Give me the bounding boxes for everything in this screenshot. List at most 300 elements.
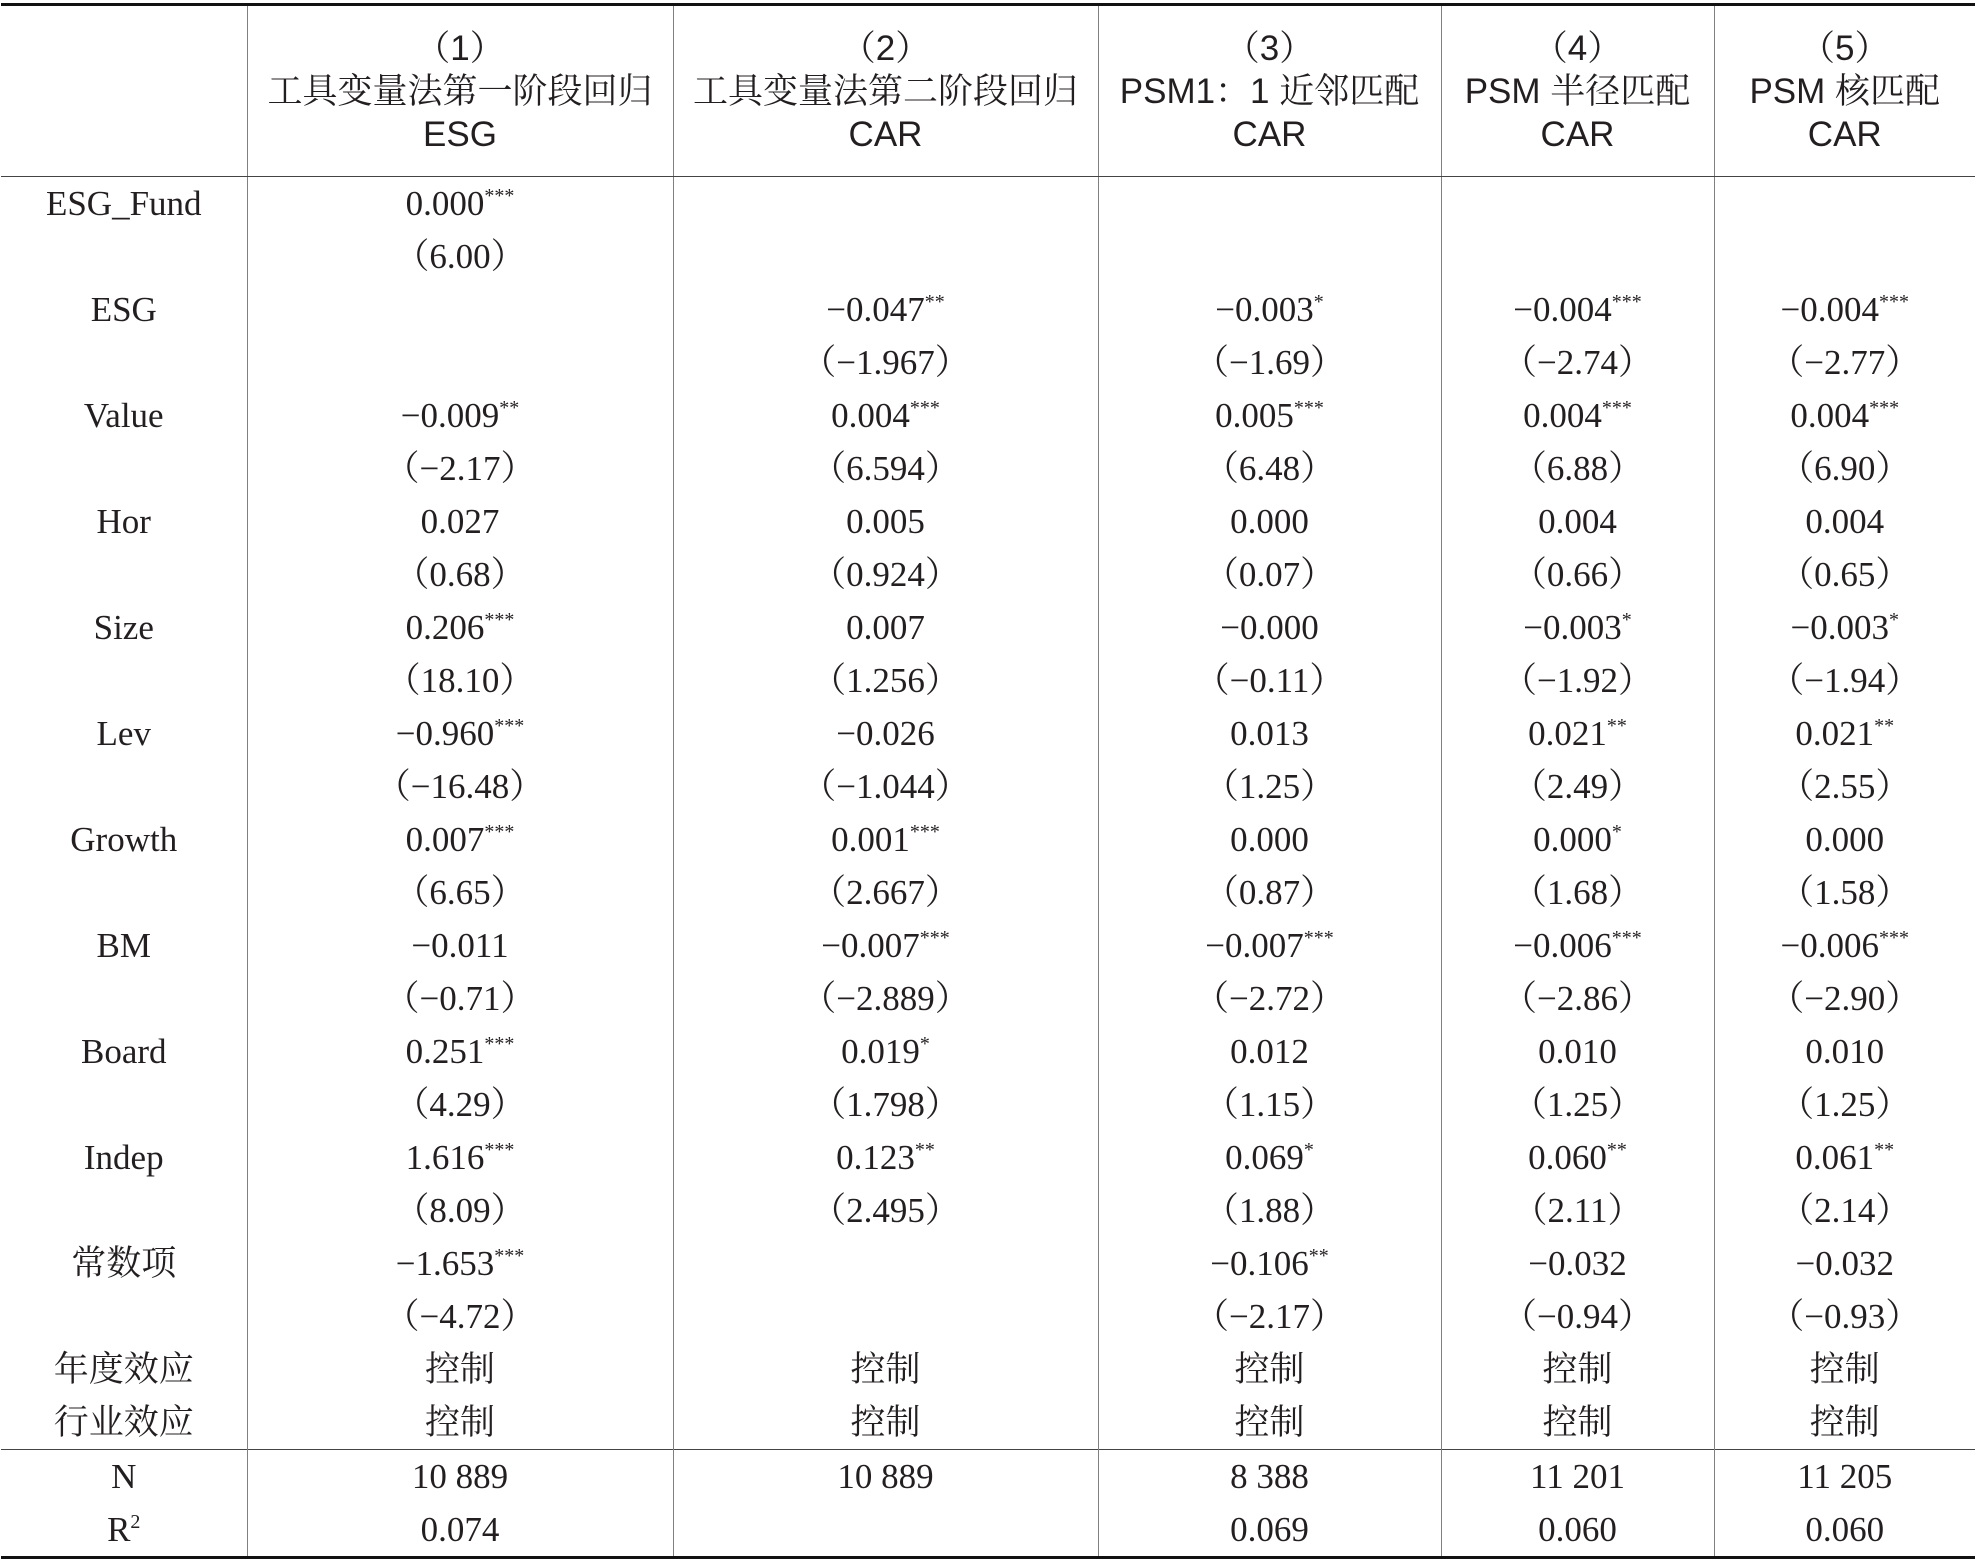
row-label [1,177,247,231]
cell-value: （6.48） [1203,449,1336,488]
coefficient-row [1,495,1975,548]
cell-value: 0.005 [846,502,925,541]
row-label-text: Growth [70,820,178,859]
coefficient-row [1,1237,1975,1290]
table-cell [1714,813,1975,866]
table-cell [247,283,673,336]
significance-stars: ** [1606,1139,1627,1161]
row-label-text: N [111,1457,137,1496]
cell-value: 控制 [850,1350,921,1389]
significance-stars: ** [1606,715,1627,737]
row-label-text: 常数项 [71,1244,177,1283]
table-cell [1441,336,1714,389]
cell-value: 0.251 [405,1032,485,1071]
row-label-text: BM [96,926,151,965]
cell-value: （−2.74） [1502,343,1653,382]
table-cell [673,1396,1098,1450]
table-cell [1098,230,1441,283]
cell-value: 0.004 [1790,396,1870,435]
cell-value: （1.88） [1203,1191,1336,1230]
row-label-text: 行业效应 [53,1403,194,1442]
cell-value: −0.032 [1795,1244,1894,1283]
cell-value: 0.000 [1230,820,1309,859]
cell-value: （−2.889） [801,979,970,1018]
row-label-superscript: 2 [130,1511,141,1533]
row-label [1,1078,247,1131]
row-label [1,283,247,336]
cell-value: 0.001 [831,820,910,859]
cell-value: 1.616 [405,1138,485,1177]
significance-stars: *** [1293,397,1324,419]
cell-value: 0.206 [405,608,485,647]
cell-value: （−2.86） [1502,979,1653,1018]
statistic-row [1,1450,1975,1504]
table-cell [247,601,673,654]
table-cell [1098,654,1441,707]
table-cell [1441,1290,1714,1343]
coefficient-row [1,707,1975,760]
table-cell [1714,1237,1975,1290]
column-method: PSM 半径匹配 [1464,71,1691,111]
table-cell [673,601,1098,654]
row-label [1,1450,247,1504]
cell-value: 11 205 [1797,1457,1893,1496]
column-method: 工具变量法第一阶段回归 [267,71,653,111]
significance-stars: *** [909,397,940,419]
table-cell [1441,919,1714,972]
significance-stars: ** [1308,1245,1329,1267]
cell-value: （6.594） [811,449,960,488]
cell-value: 0.000 [1230,502,1309,541]
table-cell [1441,654,1714,707]
significance-stars: *** [494,1245,525,1267]
significance-stars: *** [1879,927,1909,949]
table-cell [1714,760,1975,813]
cell-value: （8.09） [394,1191,526,1230]
column-number: （4） [1532,28,1623,68]
coefficient-row [1,1131,1975,1184]
row-label-text: Value [83,396,164,435]
significance-stars: *** [1611,927,1642,949]
table-cell [1098,1184,1441,1237]
table-cell [1714,707,1975,760]
significance-stars: * [1621,609,1632,631]
cell-value: （0.68） [394,555,526,594]
column-number: （1） [415,28,505,68]
coefficient-row [1,1025,1975,1078]
cell-value: 0.074 [420,1510,500,1549]
column-number: （3） [1224,28,1315,68]
cell-value: −0.009 [400,396,500,435]
cell-value: （6.88） [1511,449,1644,488]
cell-value: 0.004 [1538,502,1617,541]
significance-stars: *** [484,1139,515,1161]
table-cell [247,1503,673,1558]
significance-stars: *** [494,715,525,737]
cell-value: −0.007 [1205,926,1304,965]
table-cell [1441,1237,1714,1290]
cell-value: −0.003 [1790,608,1889,647]
cell-value: （2.495） [811,1191,960,1230]
significance-stars: *** [909,821,940,843]
table-cell [673,442,1098,495]
row-label [1,1503,247,1558]
cell-value: （−1.69） [1194,343,1345,382]
column-method: PSM1：1 近邻匹配 [1119,71,1420,111]
table-cell [1441,548,1714,601]
table-cell [247,1396,673,1450]
table-cell [1098,548,1441,601]
cell-value: 0.000 [405,184,485,223]
coefficient-row [1,919,1975,972]
cell-value: （0.07） [1203,555,1336,594]
cell-value: 0.005 [1215,396,1294,435]
cell-value: −1.653 [395,1244,495,1283]
significance-stars: *** [484,609,515,631]
coefficient-row [1,177,1975,231]
row-label-text: Size [93,608,154,647]
cell-value: （2.55） [1779,767,1911,806]
cell-value: 控制 [850,1403,921,1442]
cell-value: （−16.48） [375,767,545,806]
cell-value: 0.007 [846,608,925,647]
t-statistic-row [1,548,1975,601]
table-cell [673,336,1098,389]
table-cell [247,1343,673,1396]
row-label [1,1184,247,1237]
table-cell [1098,972,1441,1025]
t-statistic-row [1,866,1975,919]
column-header-5 [1714,5,1975,177]
table-cell [1098,813,1441,866]
row-label [1,707,247,760]
table-cell [1098,389,1441,442]
table-cell [673,1184,1098,1237]
table-cell [1714,1343,1975,1396]
cell-value: −0.047 [826,290,925,329]
cell-value: （1.25） [1203,767,1336,806]
table-cell [1714,177,1975,231]
cell-value: （−2.72） [1194,979,1345,1018]
table-cell [673,1290,1098,1343]
column-number: （5） [1800,28,1890,68]
table-cell [1441,1503,1714,1558]
cell-value: （0.65） [1779,555,1911,594]
cell-value: 控制 [424,1403,495,1442]
fixed-effect-row [1,1343,1975,1396]
table-cell [673,919,1098,972]
cell-value: −0.000 [1220,608,1319,647]
row-label-text: Indep [83,1138,164,1177]
table-cell [673,813,1098,866]
table-cell [1714,548,1975,601]
cell-value: （1.58） [1779,873,1911,912]
table-cell [1098,707,1441,760]
row-label [1,336,247,389]
cell-value: （−0.11） [1194,661,1345,700]
coefficient-row [1,601,1975,654]
cell-value: −0.106 [1210,1244,1309,1283]
cell-value: （−2.17） [384,449,536,488]
table-cell [247,177,673,231]
regression-table [1,3,1975,1559]
cell-value: （6.00） [394,237,526,276]
cell-value: （4.29） [394,1085,526,1124]
cell-value: （−0.71） [384,979,536,1018]
table-cell [1714,654,1975,707]
table-cell [1098,1290,1441,1343]
coefficient-row [1,389,1975,442]
column-dependent-variable: CAR [1807,114,1882,154]
significance-stars: *** [919,927,950,949]
table-cell [1714,283,1975,336]
table-cell [673,177,1098,231]
table-cell [1714,1025,1975,1078]
cell-value: （6.90） [1779,449,1911,488]
row-label [1,601,247,654]
t-statistic-row [1,972,1975,1025]
significance-stars: *** [484,821,515,843]
cell-value: 0.004 [1805,502,1885,541]
cell-value: 控制 [1542,1350,1613,1389]
table-cell [247,336,673,389]
cell-value: −0.007 [821,926,920,965]
table-cell [673,1503,1098,1558]
t-statistic-row [1,654,1975,707]
cell-value: 0.060 [1538,1510,1617,1549]
table-cell [1441,866,1714,919]
t-statistic-row [1,1290,1975,1343]
cell-value: （2.14） [1779,1191,1911,1230]
table-cell [1441,760,1714,813]
cell-value: （−2.17） [1194,1297,1345,1336]
cell-value: 控制 [1234,1403,1305,1442]
table-cell [1098,1343,1441,1396]
row-label-text: 年度效应 [53,1350,194,1389]
statistic-row [1,1503,1975,1558]
significance-stars: *** [484,185,515,207]
cell-value: −0.003 [1215,290,1314,329]
table-cell [673,1078,1098,1131]
table-cell [673,866,1098,919]
row-label-text: Lev [96,714,151,753]
table-cell [1098,336,1441,389]
significance-stars: ** [924,291,945,313]
row-label [1,760,247,813]
table-cell [1714,1503,1975,1558]
cell-value: 控制 [424,1350,495,1389]
row-label [1,389,247,442]
cell-value: −0.003 [1523,608,1622,647]
cell-value: 0.060 [1528,1138,1607,1177]
table-cell [1441,1343,1714,1396]
column-header-3 [1098,5,1441,177]
cell-value: （1.798） [811,1085,960,1124]
table-cell [247,654,673,707]
significance-stars: * [1303,1139,1314,1161]
table-cell [247,548,673,601]
cell-value: （1.256） [811,661,960,700]
row-label [1,230,247,283]
cell-value: 0.010 [1538,1032,1617,1071]
cell-value: （2.11） [1512,1191,1643,1230]
cell-value: 0.007 [405,820,485,859]
table-cell [1714,972,1975,1025]
cell-value: （−0.94） [1502,1297,1653,1336]
table-cell [1714,1290,1975,1343]
cell-value: 控制 [1542,1403,1613,1442]
cell-value: −0.004 [1780,290,1879,329]
cell-value: −0.011 [411,926,509,965]
table-cell [1441,1396,1714,1450]
cell-value: −0.960 [395,714,495,753]
t-statistic-row [1,1184,1975,1237]
table-cell [1441,495,1714,548]
column-dependent-variable: CAR [1232,114,1307,154]
t-statistic-row [1,1078,1975,1131]
table-cell [673,230,1098,283]
cell-value: 0.019 [841,1032,920,1071]
cell-value: 0.021 [1795,714,1875,753]
table-cell [247,230,673,283]
cell-value: 0.027 [420,502,500,541]
cell-value: （−0.93） [1769,1297,1921,1336]
significance-stars: * [1611,821,1622,843]
cell-value: （1.15） [1203,1085,1336,1124]
cell-value: −0.032 [1528,1244,1627,1283]
row-label-text: R [107,1510,131,1549]
table-cell [247,1184,673,1237]
row-label [1,1290,247,1343]
table-cell [247,866,673,919]
row-label [1,1025,247,1078]
cell-value: 0.012 [1230,1032,1309,1071]
table-cell [1441,177,1714,231]
table-header [1,5,1975,177]
table-cell [673,1237,1098,1290]
cell-value: 控制 [1234,1350,1305,1389]
table-cell [247,1237,673,1290]
row-label [1,972,247,1025]
row-label [1,919,247,972]
significance-stars: ** [914,1139,935,1161]
table-cell [673,283,1098,336]
cell-value: 0.000 [1533,820,1612,859]
t-statistic-row [1,336,1975,389]
table-cell [1714,1078,1975,1131]
table-cell [1098,601,1441,654]
cell-value: （−2.90） [1769,979,1921,1018]
row-label-text: Board [80,1032,167,1071]
table-cell [673,495,1098,548]
significance-stars: *** [484,1033,515,1055]
column-method: PSM 核匹配 [1749,71,1941,111]
cell-value: −0.004 [1513,290,1612,329]
table-cell [1441,389,1714,442]
header-row [1,5,1975,177]
table-cell [1441,813,1714,866]
table-cell [1098,1078,1441,1131]
cell-value: （2.49） [1511,767,1644,806]
table-cell [247,389,673,442]
table-cell [1441,1184,1714,1237]
cell-value: 0.004 [1523,396,1602,435]
table-cell [673,1131,1098,1184]
table-cell [247,1450,673,1504]
cell-value: 0.010 [1805,1032,1885,1071]
table-cell [1714,1450,1975,1504]
table-body [1,177,1975,1558]
table-cell [1714,1396,1975,1450]
cell-value: （1.25） [1511,1085,1644,1124]
table-cell [247,919,673,972]
cell-value: （6.65） [394,873,526,912]
table-cell [673,654,1098,707]
table-cell [1441,1131,1714,1184]
significance-stars: ** [499,397,520,419]
table-cell [1098,1131,1441,1184]
table-cell [1098,495,1441,548]
table-cell [1098,866,1441,919]
cell-value: 0.004 [831,396,910,435]
column-dependent-variable: CAR [848,114,923,154]
significance-stars: *** [1611,291,1642,313]
column-dependent-variable: ESG [423,114,497,154]
cell-value: 控制 [1809,1350,1880,1389]
table-cell [1714,336,1975,389]
table-cell [1098,1396,1441,1450]
table-cell [247,442,673,495]
coefficient-row [1,813,1975,866]
cell-value: −0.006 [1513,926,1612,965]
cell-value: 10 889 [411,1457,509,1496]
table-cell [1714,230,1975,283]
table-cell [673,548,1098,601]
significance-stars: ** [1874,1139,1895,1161]
cell-value: （−1.94） [1769,661,1921,700]
t-statistic-row [1,442,1975,495]
table-cell [1441,1078,1714,1131]
row-label [1,442,247,495]
table-cell [1441,601,1714,654]
table-cell [1098,283,1441,336]
cell-value: （−1.967） [801,343,970,382]
table-cell [673,1450,1098,1504]
fixed-effect-row [1,1396,1975,1450]
table-cell [247,1290,673,1343]
row-label [1,654,247,707]
table-cell [1441,707,1714,760]
cell-value: （−1.92） [1502,661,1653,700]
cell-value: （2.667） [811,873,960,912]
cell-value: 0.000 [1805,820,1885,859]
significance-stars: * [919,1033,930,1055]
row-label [1,813,247,866]
coefficient-row [1,283,1975,336]
row-label [1,548,247,601]
table-cell [1714,919,1975,972]
table-cell [673,707,1098,760]
table-cell [1098,1450,1441,1504]
row-label-text: ESG_Fund [45,184,202,223]
cell-value: （0.66） [1511,555,1644,594]
table-cell [673,1343,1098,1396]
cell-value: 0.069 [1225,1138,1304,1177]
table-cell [1441,1450,1714,1504]
row-label [1,1343,247,1396]
cell-value: 10 889 [837,1457,934,1496]
column-dependent-variable: CAR [1540,114,1615,154]
